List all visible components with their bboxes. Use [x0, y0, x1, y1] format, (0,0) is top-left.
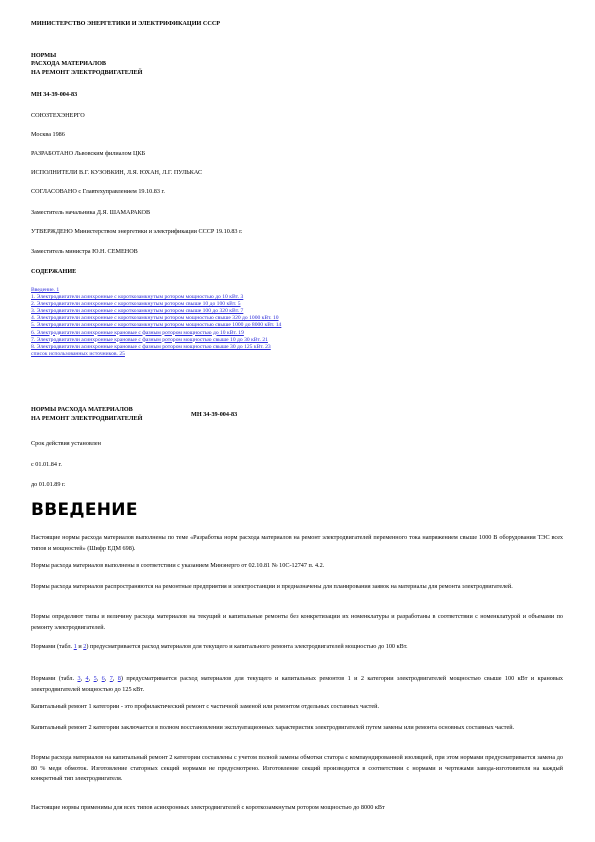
- title-line-2: РАСХОДА МАТЕРИАЛОВ: [31, 60, 107, 67]
- intro-paragraph-6: Нормами (табл. 3, 4, 5, 6, 7, 8) предусматривается расход материалов для текущего и капитальных ремонтов 1 и 2 категории электродвигателей мощностью свыше 100 кВт и крановых электродвигателей мощностью до 125 кВт.: [31, 675, 564, 693]
- intro-paragraph-3: Нормы расхода материалов распространяются на ремонтные предприятия и электростанции и предназначены для планирования заявок на материалы для ремонта электродвигателей.: [31, 583, 513, 590]
- validity-to: до 01.01.89 г.: [31, 481, 66, 488]
- intro-paragraph-7: Капитальный ремонт 1 категории - это профилактический ремонт с частичной заменой или ремонтом отдельных составных частей.: [31, 703, 379, 710]
- intro-paragraph-8: Капитальный ремонт 2 категории заключается в полном восстановлении эксплуатационных характеристик электродвигателей путем замены или ремонта основных составных частей.: [31, 724, 515, 731]
- table-ref-2[interactable]: 2: [83, 643, 87, 650]
- toc-link-1[interactable]: 1. Электродвигатели асинхронные с короткозамкнутым ротором мощностью до 10 кВт. 3: [31, 294, 244, 301]
- table-ref-1[interactable]: 1: [73, 643, 77, 650]
- toc-link-3[interactable]: 3. Электродвигатели асинхронные с короткозамкнутым ротором свыше 100 до 320 кВт. 7: [31, 308, 244, 315]
- toc-link-intro[interactable]: Введение. 1: [31, 287, 60, 293]
- doc-header-number: МН 34-39-004-83: [191, 411, 238, 418]
- city-year: Москва 1986: [31, 131, 65, 138]
- agreed: СОГЛАСОВАНО с Главтехуправлением 19.10.83 г.: [31, 188, 165, 195]
- p6-prefix: Нормами (табл.: [31, 675, 78, 682]
- p5-prefix: Нормами (табл.: [31, 643, 74, 650]
- intro-paragraph-1: Настоящие нормы расхода материалов выполнены по теме «Разработка норм расхода материалов на ремонт электродвигателей переменного тока напряжением свыше 1000 В оборудования ТЭС всех типов и мощностей» (Шифр ЕДМ 698).: [31, 534, 563, 552]
- developed-by: РАЗРАБОТАНО Львовским филиалом ЦКБ: [31, 150, 146, 157]
- performers: ИСПОЛНИТЕЛИ В.Г. КУЗОВКИН, Л.Я. ЮХАН, Л.Г. ПУЛЬКАС: [31, 169, 203, 176]
- toc-link-6[interactable]: 6. Электродвигатели асинхронные крановые с фазным ротором мощностью до 10 кВт. 19: [31, 329, 244, 336]
- intro-paragraph-2: Нормы расхода материалов выполнены в соответствии с указанием Минэнерго от 02.10.81 № 10С-12747 п. 4.2.: [31, 562, 325, 569]
- doc-number: МН 34-39-004-83: [31, 91, 78, 98]
- title-line-1: НОРМЫ: [31, 52, 57, 59]
- validity-label: Срок действия установлен: [31, 440, 101, 447]
- deputy-head: Заместитель начальника Д.Я. ШАМАРАКОВ: [31, 209, 151, 216]
- doc-header-left-2: НА РЕМОНТ ЭЛЕКТРОДВИГАТЕЛЕЙ: [31, 415, 143, 422]
- document-header-block: [31, 405, 238, 423]
- title-line-3: НА РЕМОНТ ЭЛЕКТРОДВИГАТЕЛЕЙ: [31, 69, 143, 76]
- section-heading: ВВЕДЕНИЕ: [31, 500, 138, 520]
- p6-suffix: ) предусматривается расход материалов для текущего и капитальных ремонтов 1 и 2 категории электродвигателей мощностью свыше 100 кВт и крановых электродвигателей мощностью до 125 кВт.: [31, 675, 564, 693]
- intro-paragraph-5: [31, 642, 563, 653]
- toc-link-7[interactable]: 7. Электродвигатели асинхронные крановые с фазным ротором мощностью свыше 10 до 30 кВт. 21: [31, 336, 268, 343]
- table-of-contents: [31, 287, 511, 358]
- toc-link-2[interactable]: 2. Электродвигатели асинхронные с короткозамкнутым ротором свыше 10 до 100 кВт. 5: [31, 301, 241, 308]
- toc-link-sources[interactable]: список использованных источников. 25: [31, 350, 125, 357]
- toc-link-8[interactable]: 8. Электродвигатели асинхронные крановые с фазным ротором мощностью свыше 30 до 125 кВт. 23: [31, 343, 271, 350]
- table-ref-6[interactable]: 6: [101, 675, 105, 682]
- contents-label: СОДЕРЖАНИЕ: [31, 268, 77, 275]
- validity-from: с 01.01.84 г.: [31, 461, 62, 468]
- doc-header-left-1: НОРМЫ РАСХОДА МАТЕРИАЛОВ: [31, 406, 133, 413]
- intro-paragraph-10: Настоящие нормы применимы для всех типов асинхронных электродвигателей с короткозамкнутым ротором мощностью до 8000 кВт: [31, 804, 385, 811]
- p5-suffix: ) предусматривается расход материалов для текущего и капитального ремонта электродвигателей мощностью до 100 кВт.: [86, 643, 408, 650]
- intro-paragraph-9: Нормы расхода материалов на капитальный ремонт 2 категории составлены с учетом полной замены обмотки статора с компаундированной изоляцией, при этом нормами предусматривается замена до 80 % меди обмоток. Изготовление статорных секций нормами не предусмотрено. Изготовление секций производится в соответствии с нормами и чертежами завода-изготовителя на каждый конкретный тип электродвигателя.: [31, 754, 563, 783]
- deputy-minister: Заместитель министра Ю.Н. СЕМЕНОВ: [31, 248, 138, 255]
- table-ref-8[interactable]: 8: [117, 675, 121, 682]
- table-ref-5[interactable]: 5: [93, 675, 97, 682]
- intro-paragraph-4: Нормы определяют типы и величину расхода материалов на текущий и капитальные ремонты без конкретизации их номенклатуры и разработаны в соответствии с номенклатурой и объемами по ремонту электродвигателей.: [31, 613, 563, 631]
- organization: СОЮЗТЕХЭНЕРГО: [31, 112, 85, 119]
- table-ref-4[interactable]: 4: [85, 675, 89, 682]
- toc-link-5[interactable]: 5. Электродвигатели асинхронные с короткозамкнутым ротором мощностью свыше 1000 до 8000 кВт. 14: [31, 322, 282, 329]
- table-ref-7[interactable]: 7: [109, 675, 113, 682]
- table-ref-3[interactable]: 3: [77, 675, 81, 682]
- ministry-line: МИНИСТЕРСТВО ЭНЕРГЕТИКИ И ЭЛЕКТРИФИКАЦИИ СССР: [31, 20, 221, 27]
- p5-and: и: [76, 643, 84, 650]
- toc-link-4[interactable]: 4. Электродвигатели асинхронные с короткозамкнутым ротором мощностью свыше 320 до 1000 кВт. 10: [31, 315, 279, 322]
- approved: УТВЕРЖДЕНО Министерством энергетики и электрификации СССР 19.10.83 г.: [31, 228, 243, 235]
